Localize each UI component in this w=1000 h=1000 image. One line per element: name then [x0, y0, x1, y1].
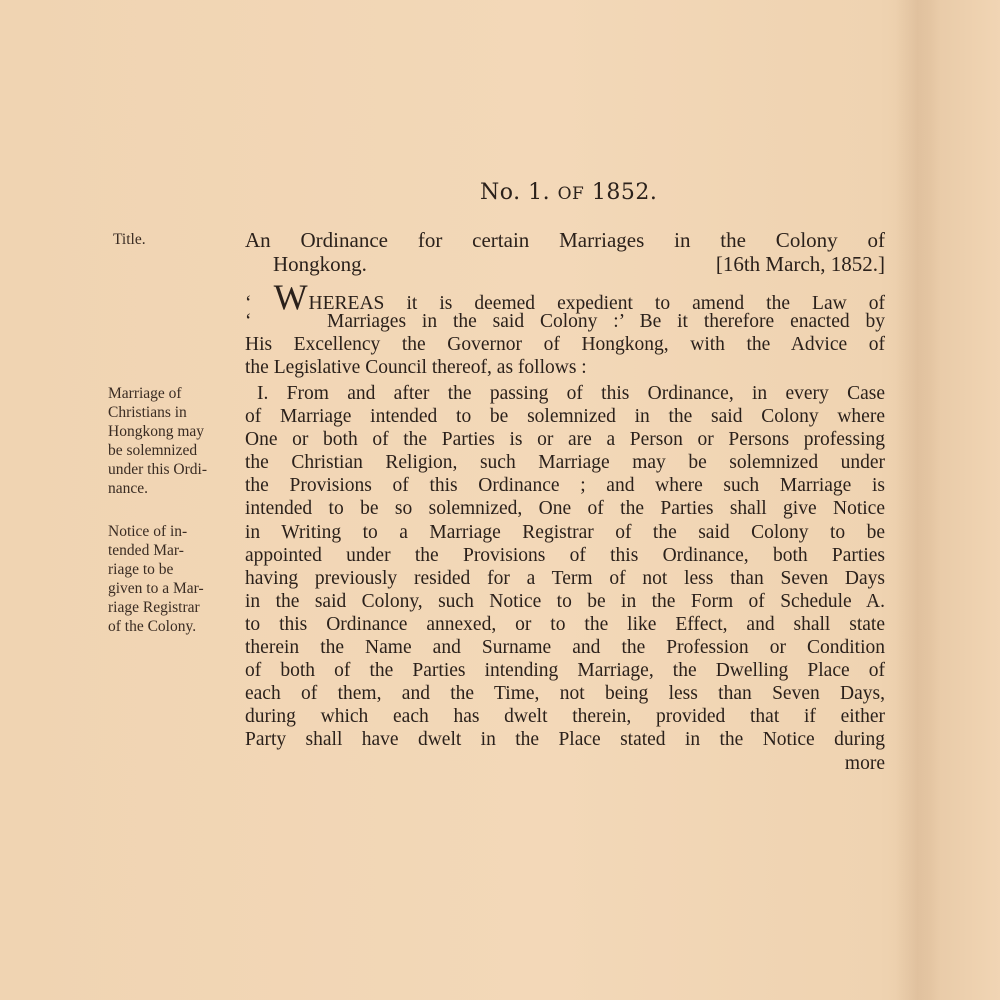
preamble-dropcap: W — [273, 277, 309, 317]
preamble-quote-2: ‘ — [245, 311, 252, 333]
margin-note-notice — [108, 522, 243, 636]
margin-note-line: Notice of in- — [108, 523, 188, 540]
preamble — [245, 277, 885, 379]
margin-note-marriage — [108, 384, 243, 498]
ordinance-number-heading — [480, 180, 657, 205]
catchword: more — [844, 752, 885, 774]
section-one-line: of both of the Parties intending Marriage, the Dwelling Place of — [245, 660, 885, 682]
section-one — [245, 382, 885, 775]
heading-year: 1852. — [591, 180, 658, 205]
ordinance-date: [16th March, 1852.] — [715, 252, 885, 276]
page-gutter-shadow — [895, 0, 940, 1000]
section-one-line: I. From and after the passing of this Ordinance, in every Case — [257, 383, 885, 404]
section-one-line: intended to be so solemnized, One of the Parties shall give Notice — [245, 498, 885, 520]
section-one-line: to this Ordinance annexed, or to the like Effect, and shall state — [245, 613, 885, 635]
margin-note-line: Marriage of — [108, 385, 182, 402]
ordinance-title-line-2 — [245, 252, 885, 276]
margin-note-line: Hongkong may — [108, 423, 205, 440]
margin-note-line: riage to be — [108, 561, 174, 578]
section-one-line: each of them, and the Time, not being less than Seven Days, — [245, 683, 885, 705]
section-one-line: of Marriage intended to be solemnized in the said Colony where — [245, 406, 885, 428]
preamble-text: Marriages in the said Colony :’ Be it therefore enacted by — [327, 311, 885, 333]
section-one-line: One or both of the Parties is or are a Person or Persons professing — [245, 429, 885, 451]
margin-note-line: under this Ordi- — [108, 461, 208, 478]
section-one-line: in the said Colony, such Notice to be in the Form of Schedule A. — [245, 590, 885, 612]
section-one-line: therein the Name and Surname and the Profession or Condition — [245, 637, 885, 659]
margin-note-title — [113, 230, 248, 249]
preamble-open-quote: ‘ — [245, 293, 252, 314]
section-one-line: the Christian Religion, such Marriage may be solemnized under — [245, 452, 885, 474]
margin-note-line: Christians in — [108, 404, 187, 421]
section-one-line: having previously resided for a Term of not less than Seven Days — [245, 567, 885, 589]
preamble-line: His Excellency the Governor of Hongkong, with the Advice of — [245, 334, 885, 356]
ordinance-title — [245, 228, 885, 276]
section-one-line: Party shall have dwelt in the Place stated in the Notice during — [245, 729, 885, 751]
section-one-line: in Writing to a Marriage Registrar of the said Colony to be — [245, 521, 885, 543]
margin-note-line: riage Registrar — [108, 599, 200, 616]
preamble-first-text: HEREAS it is deemed expedient to amend the Law of — [308, 293, 885, 314]
heading-of: OF — [557, 184, 585, 204]
margin-note-line: tended Mar- — [108, 542, 184, 559]
margin-note-title-text: Title. — [113, 231, 146, 248]
section-one-line: appointed under the Provisions of this Ordinance, both Parties — [245, 544, 885, 566]
section-one-line: during which each has dwelt therein, provided that if either — [245, 706, 885, 728]
margin-note-line: be solemnized — [108, 442, 198, 459]
ordinance-title-line: An Ordinance for certain Marriages in the Colony of — [245, 228, 885, 252]
margin-note-line: given to a Mar- — [108, 580, 204, 597]
margin-note-line: of the Colony. — [108, 618, 197, 635]
ordinance-title-place: Hongkong. — [273, 252, 367, 276]
heading-prefix: No. 1. — [480, 180, 551, 205]
preamble-line — [245, 277, 885, 317]
margin-note-line: nance. — [108, 480, 149, 497]
preamble-line: the Legislative Council thereof, as follows : — [245, 357, 587, 379]
section-one-line: the Provisions of this Ordinance ; and where such Marriage is — [245, 475, 885, 497]
